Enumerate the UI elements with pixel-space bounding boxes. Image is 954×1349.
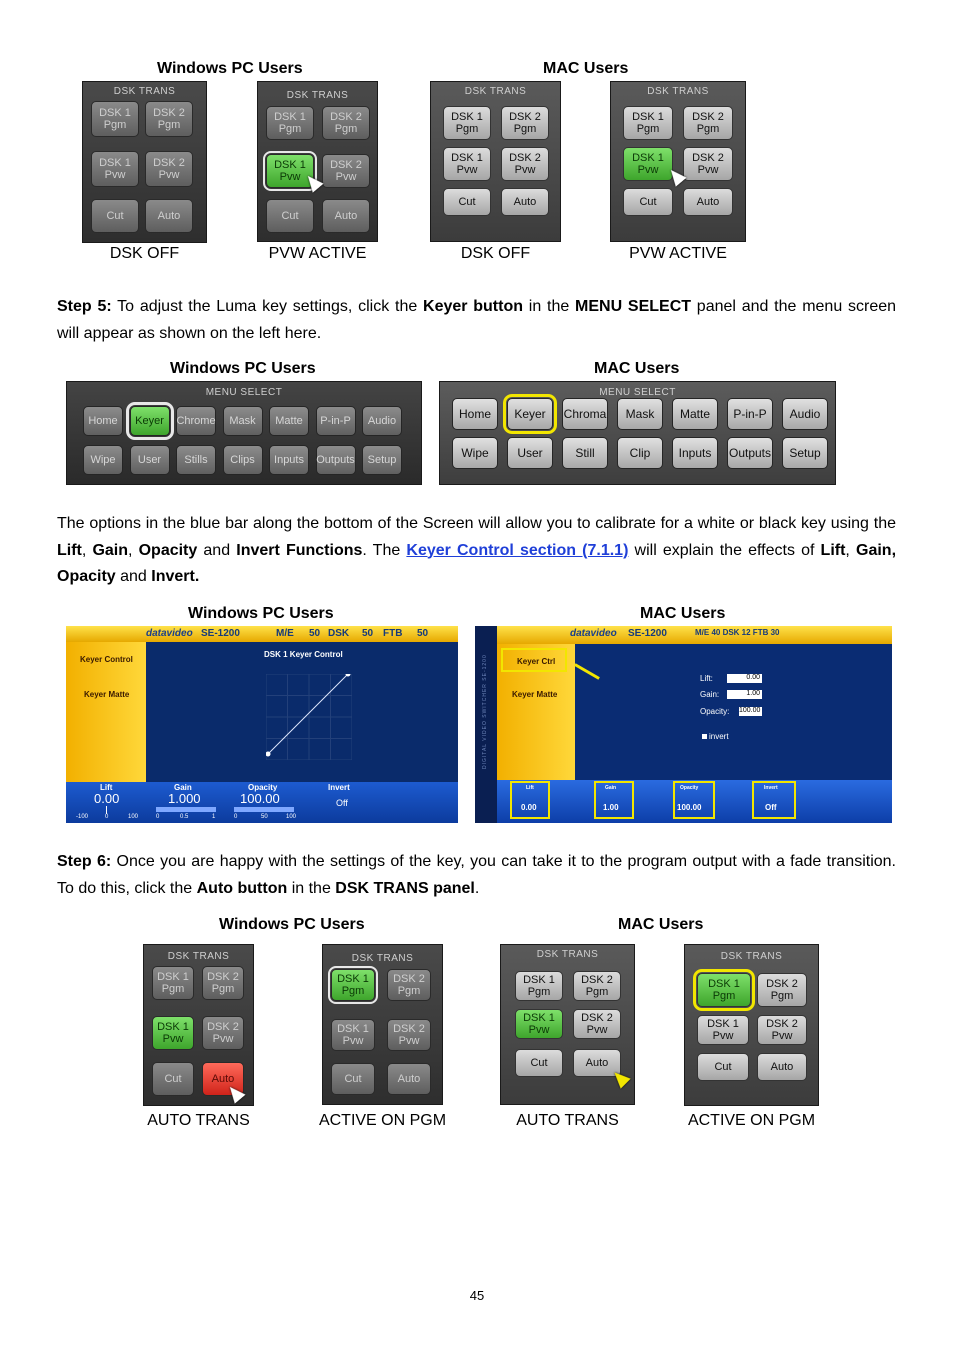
model-label: SE-1200	[628, 628, 667, 639]
menu-button-chrome[interactable]: Chrome	[176, 406, 216, 436]
dsk2-pgm-button[interactable]: DSK 2 Pgm	[573, 971, 621, 1001]
cut-button[interactable]: Cut	[515, 1049, 563, 1077]
invert-value[interactable]: Off	[336, 798, 348, 808]
keyer-control-section-link[interactable]: Keyer Control section (7.1.1)	[406, 541, 629, 559]
lift-input[interactable]: 0.00	[727, 674, 762, 683]
dsk1-pgm-button[interactable]: DSK 1 Pgm	[266, 106, 314, 140]
cut-button[interactable]: Cut	[623, 188, 673, 216]
dsk1-pgm-button[interactable]: DSK 1 Pgm	[515, 971, 563, 1001]
status-text: DSK	[328, 628, 350, 639]
auto-button[interactable]: Auto	[202, 1062, 244, 1096]
dsk1-pgm-button[interactable]: DSK 1 Pgm	[331, 969, 375, 1001]
dsk1-pgm-button[interactable]: DSK 1 Pgm	[91, 101, 139, 137]
menu-button-chroma[interactable]: Chroma	[562, 398, 608, 430]
dsk1-pgm-button[interactable]: DSK 1 Pgm	[697, 973, 751, 1007]
dsk1-pgm-button[interactable]: DSK 1 Pgm	[152, 966, 194, 1000]
dsk1-pvw-button[interactable]: DSK 1 Pvw	[152, 1016, 194, 1050]
cut-button[interactable]: Cut	[91, 199, 139, 233]
auto-button[interactable]: Auto	[501, 188, 549, 216]
mac-keyer-control-screen	[475, 626, 892, 823]
dsk1-pvw-button[interactable]: DSK 1 Pvw	[443, 147, 491, 181]
caption: ACTIVE ON PGM	[687, 1112, 816, 1129]
model-label: SE-1200	[201, 628, 240, 639]
menu-button-clip[interactable]: Clip	[617, 437, 663, 469]
dsk1-pvw-button[interactable]: DSK 1 Pvw	[331, 1019, 375, 1051]
caption: PVW ACTIVE	[268, 245, 367, 262]
scale-label: 0.5	[180, 814, 189, 820]
win-dsk-panel-active-pgm	[322, 944, 443, 1105]
dsk2-pgm-button[interactable]: DSK 2 Pgm	[683, 106, 733, 140]
menu-select-title: MENU SELECT	[599, 387, 676, 398]
parameter-bar	[66, 782, 458, 823]
mac-dsk-panel-off	[430, 81, 561, 242]
menu-button-clips[interactable]: Clips	[223, 445, 263, 475]
gain-value[interactable]: 1.000	[168, 791, 201, 806]
dsk-panel-title: DSK TRANS	[720, 951, 783, 962]
menu-button-wipe[interactable]: Wipe	[452, 437, 498, 469]
opacity-value[interactable]: 100.00	[240, 791, 280, 806]
scale-label: 0	[156, 814, 160, 820]
mac-dsk-panel-pvw	[610, 81, 746, 242]
caption: DSK OFF	[460, 245, 531, 262]
menu-button-still[interactable]: Still	[562, 437, 608, 469]
dsk1-pvw-button[interactable]: DSK 1 Pvw	[515, 1009, 563, 1039]
menu-button-setup[interactable]: Setup	[362, 445, 402, 475]
scale-label: -100	[76, 814, 89, 820]
menu-button-mask[interactable]: Mask	[617, 398, 663, 430]
side-menu	[66, 642, 146, 782]
menu-button-user[interactable]: User	[507, 437, 553, 469]
opacity-field-label: Opacity:	[700, 707, 730, 716]
dsk-panel-title: DSK TRANS	[464, 86, 527, 97]
menu-button-matte[interactable]: Matte	[672, 398, 718, 430]
mac-users-header: MAC Users	[618, 916, 704, 933]
status-bar	[497, 626, 892, 644]
step5-paragraph: Step 5: To adjust the Luma key settings, click the Keyer button in the MENU SELECT panel and the menu screen will appear as shown on the left here.	[57, 298, 897, 342]
invert-label: Invert	[328, 783, 350, 792]
lift-param-box[interactable]: Lift 0.00	[510, 781, 550, 819]
panel-title: DSK 1 Keyer Control	[264, 650, 343, 659]
scale-label: 50	[261, 814, 268, 820]
scale-label: 100	[128, 814, 139, 820]
windows-users-header: Windows PC Users	[188, 605, 334, 622]
status-text: M/E	[276, 628, 294, 639]
brand-logo: datavideo	[146, 628, 193, 639]
menu-button-setup[interactable]: Setup	[782, 437, 828, 469]
cut-button[interactable]: Cut	[152, 1062, 194, 1096]
status-text: M/E 40 DSK 12 FTB 30	[695, 628, 780, 637]
caption: PVW ACTIVE	[629, 245, 727, 262]
opacity-label: Opacity	[248, 783, 278, 792]
dsk-panel-title: DSK TRANS	[647, 86, 709, 97]
dsk1-pvw-button[interactable]: DSK 1 Pvw	[266, 154, 314, 188]
scale-label: 1	[212, 814, 216, 820]
mac-users-header: MAC Users	[640, 605, 726, 622]
auto-button[interactable]: Auto	[757, 1053, 807, 1081]
status-value: 50	[362, 628, 374, 639]
keyer-control-tab[interactable]: Keyer Control	[80, 655, 133, 664]
dsk1-pgm-button[interactable]: DSK 1 Pgm	[623, 106, 673, 140]
windows-users-header: Windows PC Users	[219, 916, 365, 933]
status-bar	[66, 626, 458, 642]
win-dsk-panel-pvw	[257, 81, 378, 242]
cut-button[interactable]: Cut	[443, 188, 491, 216]
invert-checkbox-label: invert	[709, 732, 729, 741]
gain-label: Gain	[174, 783, 192, 792]
caption: ACTIVE ON PGM	[318, 1112, 447, 1129]
auto-button[interactable]: Auto	[683, 188, 733, 216]
opacity-slider[interactable]	[234, 807, 294, 812]
gain-slider[interactable]	[156, 807, 216, 812]
dsk-panel-title: DSK TRANS	[113, 86, 176, 97]
scale-label: 0	[105, 814, 109, 820]
lift-label: Lift	[100, 783, 113, 792]
status-value: 50	[309, 628, 321, 639]
dsk2-pvw-button[interactable]: DSK 2 Pvw	[501, 147, 549, 181]
dsk2-pvw-button[interactable]: DSK 2 Pvw	[573, 1009, 621, 1039]
dsk2-pgm-button[interactable]: DSK 2 Pgm	[145, 101, 193, 137]
gain-param-box[interactable]: Gain 1.00	[594, 781, 634, 819]
page-number: 45	[469, 1288, 485, 1303]
menu-button-home[interactable]: Home	[83, 406, 123, 436]
mac-menu-select-panel	[439, 381, 836, 485]
cut-button[interactable]: Cut	[697, 1053, 749, 1081]
menu-button-inputs[interactable]: Inputs	[672, 437, 718, 469]
menu-button-p-in-p[interactable]: P-in-P	[727, 398, 773, 430]
status-value: 50	[417, 628, 429, 639]
menu-button-keyer[interactable]: Keyer	[507, 398, 553, 430]
invert-param-box[interactable]: Invert Off	[752, 781, 796, 819]
dsk2-pgm-button[interactable]: DSK 2 Pgm	[322, 106, 370, 140]
dsk-panel-title: DSK TRANS	[351, 953, 414, 964]
scale-label: 100	[286, 814, 297, 820]
menu-button-p-in-p[interactable]: P-in-P	[316, 406, 356, 436]
menu-button-wipe[interactable]: Wipe	[83, 445, 123, 475]
mac-dsk-panel-active-pgm	[684, 944, 819, 1106]
menu-button-matte[interactable]: Matte	[269, 406, 309, 436]
menu-button-audio[interactable]: Audio	[782, 398, 828, 430]
step6-paragraph: Step 6: Once you are happy with the settings of the key, you can take it to the program output with a fade transition. To do this, click the Auto button in the DSK TRANS panel.	[57, 853, 897, 897]
dsk2-pgm-button[interactable]: DSK 2 Pgm	[202, 966, 244, 1000]
win-dsk-panel-auto-trans	[143, 944, 254, 1106]
auto-button[interactable]: Auto	[145, 199, 193, 233]
gain-input[interactable]: 1.00	[727, 690, 762, 699]
side-menu	[497, 644, 575, 780]
key-curve-graph	[266, 674, 352, 760]
auto-button[interactable]: Auto	[573, 1049, 621, 1077]
pointer-arrow-icon	[574, 663, 600, 680]
lift-slider-marker[interactable]	[106, 806, 107, 814]
menu-button-stills[interactable]: Stills	[176, 445, 216, 475]
win-dsk-panel-off	[82, 81, 207, 243]
keyer-ctrl-tab[interactable]: Keyer Ctrl	[501, 648, 567, 672]
menu-button-keyer[interactable]: Keyer	[130, 406, 170, 436]
dsk2-pvw-button[interactable]: DSK 2 Pvw	[387, 1019, 431, 1051]
win-menu-select-panel	[66, 381, 422, 485]
dsk2-pvw-button[interactable]: DSK 2 Pvw	[145, 151, 193, 187]
menu-button-inputs[interactable]: Inputs	[269, 445, 309, 475]
win-keyer-control-screen	[66, 626, 458, 823]
dsk-panel-title: DSK TRANS	[286, 90, 349, 101]
caption: DSK OFF	[109, 245, 180, 262]
dsk-panel-title: DSK TRANS	[536, 949, 599, 960]
cut-button[interactable]: Cut	[331, 1063, 375, 1095]
menu-select-title: MENU SELECT	[205, 387, 283, 398]
keyer-description-paragraph: The options in the blue bar along the bottom of the Screen will allow you to calibrate for a white or black key using the Lift, Gain, Opacity and Invert Functions. The Keyer Control section (7.1.1) will explain the effects of Lift, Gain, Opacity and Invert.	[57, 515, 897, 585]
auto-button[interactable]: Auto	[387, 1063, 431, 1095]
auto-button[interactable]: Auto	[322, 199, 370, 233]
lift-field-label: Lift:	[700, 674, 713, 683]
dsk2-pvw-button[interactable]: DSK 2 Pvw	[202, 1016, 244, 1050]
status-text: FTB	[383, 628, 403, 639]
cut-button[interactable]: Cut	[266, 199, 314, 233]
brand-logo: datavideo	[570, 628, 617, 639]
dsk2-pgm-button[interactable]: DSK 2 Pgm	[757, 973, 807, 1007]
menu-button-mask[interactable]: Mask	[223, 406, 263, 436]
caption: AUTO TRANS	[516, 1112, 619, 1129]
caption: AUTO TRANS	[147, 1112, 250, 1129]
mac-dsk-panel-auto-trans	[500, 944, 635, 1105]
menu-button-home[interactable]: Home	[452, 398, 498, 430]
dsk1-pvw-button[interactable]: DSK 1 Pvw	[623, 147, 673, 181]
windows-users-header: Windows PC Users	[170, 360, 316, 377]
keyer-matte-tab[interactable]: Keyer Matte	[84, 690, 130, 699]
menu-button-user[interactable]: User	[130, 445, 170, 475]
dsk2-pgm-button[interactable]: DSK 2 Pgm	[501, 106, 549, 140]
mac-users-header: MAC Users	[594, 360, 680, 377]
windows-users-header: Windows PC Users	[157, 60, 303, 77]
dsk1-pgm-button[interactable]: DSK 1 Pgm	[443, 106, 491, 140]
dsk1-pvw-button[interactable]: DSK 1 Pvw	[697, 1015, 749, 1045]
invert-checkbox[interactable]	[702, 734, 707, 739]
menu-button-outputs[interactable]: Outputs	[727, 437, 773, 469]
vertical-label: DIGITAL VIDEO SWITCHER SE-1200	[482, 654, 488, 769]
keyer-matte-tab[interactable]: Keyer Matte	[512, 690, 558, 699]
dsk2-pvw-button[interactable]: DSK 2 Pvw	[322, 154, 370, 188]
mac-users-header: MAC Users	[543, 60, 629, 77]
dsk2-pvw-button[interactable]: DSK 2 Pvw	[757, 1015, 807, 1045]
parameter-bar	[497, 780, 892, 823]
menu-button-audio[interactable]: Audio	[362, 406, 402, 436]
lift-value[interactable]: 0.00	[94, 791, 120, 806]
gain-field-label: Gain:	[700, 690, 720, 699]
scale-label: 0	[234, 814, 238, 820]
dsk1-pvw-button[interactable]: DSK 1 Pvw	[91, 151, 139, 187]
opacity-input[interactable]: 100.00	[739, 707, 761, 714]
opacity-param-box[interactable]: Opacity 100.00	[673, 781, 715, 819]
dsk-panel-title: DSK TRANS	[167, 951, 230, 962]
dsk2-pvw-button[interactable]: DSK 2 Pvw	[683, 147, 733, 181]
dsk2-pgm-button[interactable]: DSK 2 Pgm	[387, 969, 431, 1001]
menu-button-outputs[interactable]: Outputs	[316, 445, 356, 475]
vertical-strip	[475, 626, 497, 823]
